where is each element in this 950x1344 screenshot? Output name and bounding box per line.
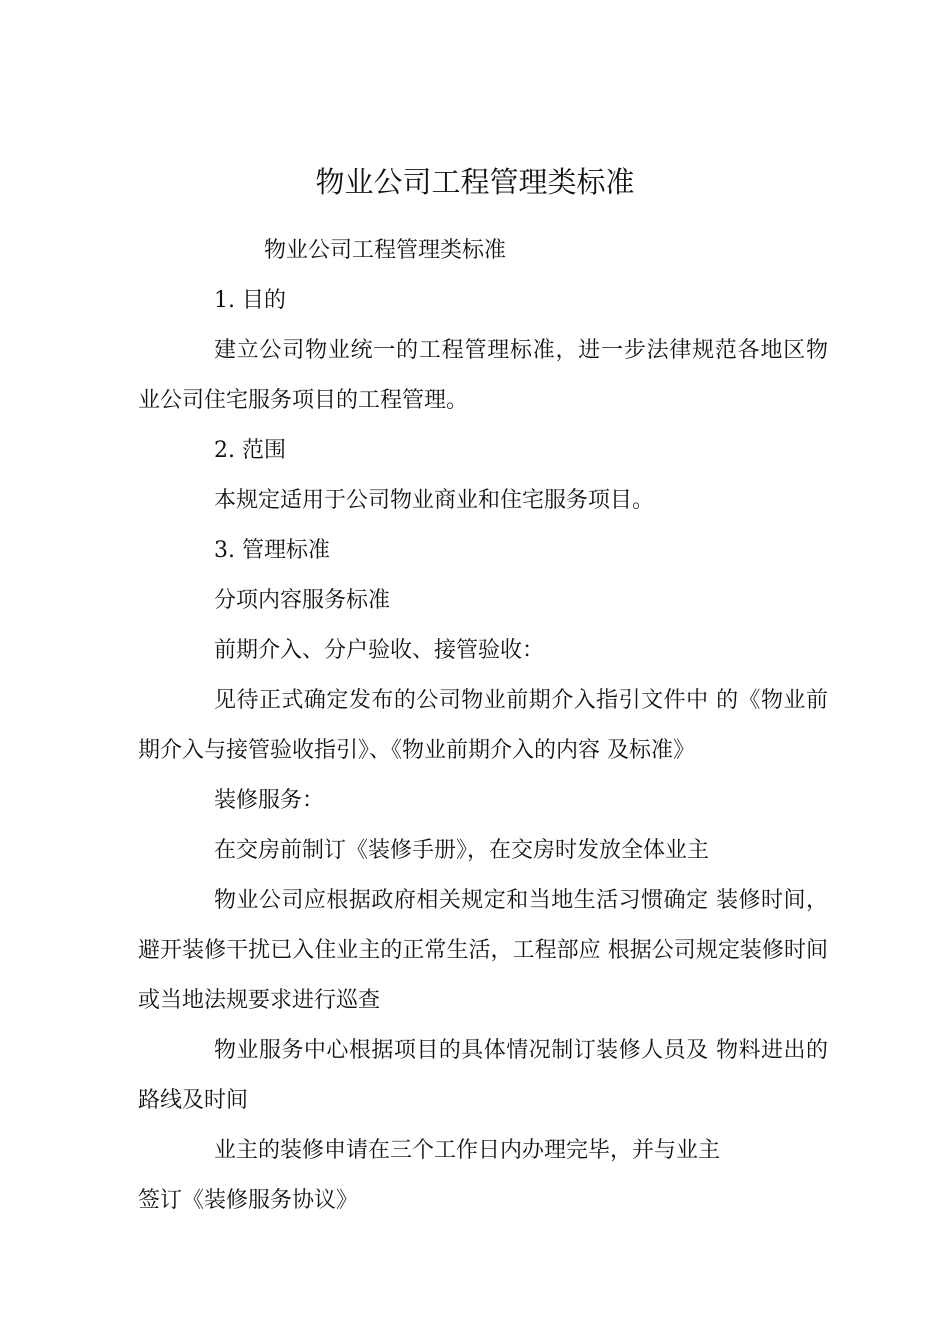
paragraph-agreement: 签订《装修服务协议》 — [138, 1188, 359, 1213]
paragraph-guideline-block — [138, 676, 828, 776]
paragraph-decoration-manual: 在交房前制订《装修手册》，在交房时发放全体业主 — [214, 838, 710, 863]
paragraph-early-intervention: 前期介入、分户验收、接管验收： — [214, 638, 545, 663]
document-subtitle: 物业公司工程管理类标准 — [264, 238, 507, 263]
paragraph-route-block — [138, 1026, 828, 1126]
paragraph-route: 物业服务中心根据项目的具体情况制订装修人员及 物料进出的路线及时间 — [138, 1038, 828, 1113]
paragraph-purpose-block — [138, 326, 828, 426]
section-heading-standards: 3. 管理标准 — [214, 538, 330, 563]
paragraph-purpose: 建立公司物业统一的工程管理标准，进一步法律规范各地区物业公司住宅服务项目的工程管理。 — [138, 338, 828, 413]
paragraph-decoration-service: 装修服务： — [214, 788, 325, 813]
paragraph-scope: 本规定适用于公司物业商业和住宅服务项目。 — [214, 488, 655, 513]
document-title: 物业公司工程管理类标准 — [315, 165, 635, 199]
section-heading-scope: 2. 范围 — [214, 438, 286, 463]
paragraph-decoration-time-block — [138, 876, 828, 1026]
paragraph-guideline: 见待正式确定发布的公司物业前期介入指引文件中 的《物业前期介入与接管验收指引》、《物业前期介入的内容 及标准》 — [138, 688, 828, 763]
paragraph-decoration-time: 物业公司应根据政府相关规定和当地生活习惯确定 装修时间，避开装修干扰已入住业主的正常生活，工程部应 根据公司规定装修时间或当地法规要求进行巡查 — [138, 888, 828, 1013]
section-heading-purpose: 1. 目的 — [214, 288, 286, 313]
paragraph-application: 业主的装修申请在三个工作日内办理完毕，并与业主 — [214, 1138, 721, 1163]
paragraph-item-standards: 分项内容服务标准 — [214, 588, 391, 613]
